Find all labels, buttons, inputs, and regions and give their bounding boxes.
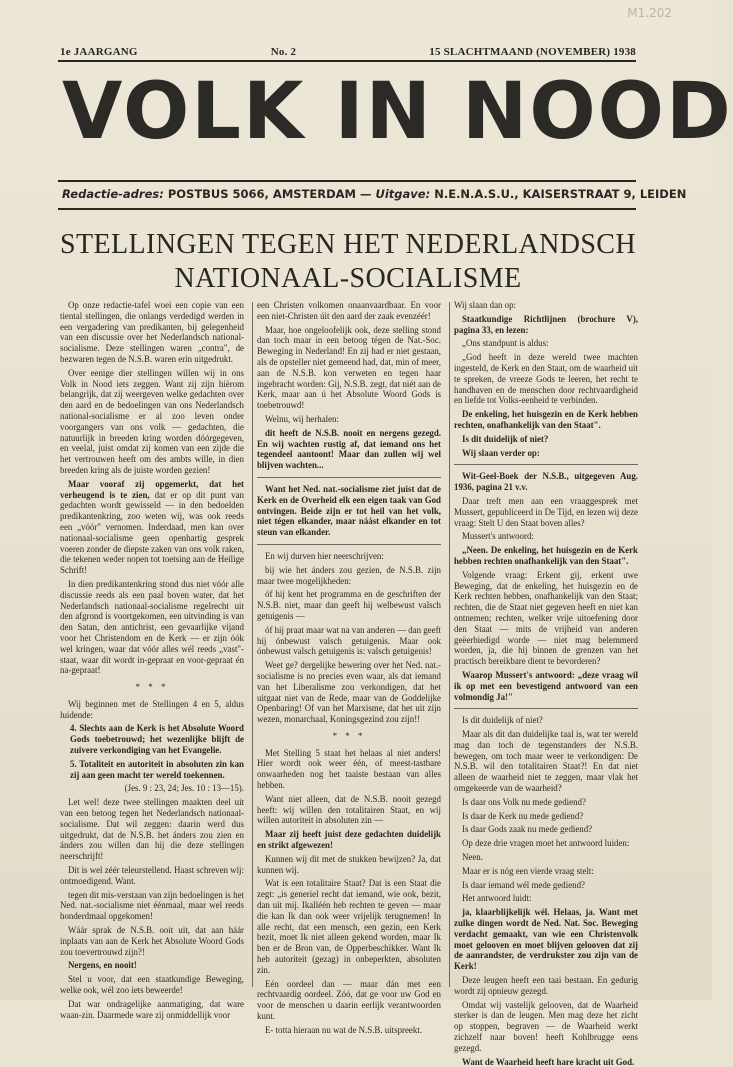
- paragraph: Is dit duidelijk of niet?: [462, 433, 549, 444]
- paragraph: Wij slaan dan op:: [454, 300, 516, 310]
- paragraph: Let wel! deze twee stellingen maakten deel uit van een betoog tegen het Nederlandsch nationaal-socialisme. Dat wil zeggen: daarin werd dus uitgedrukt, dat de N.S.B. het ánders zou zien en ánders zou willen dan hij die deze stellingen neerschrijft!: [60, 797, 244, 862]
- paragraph: bij wie het ánders zou gezien, de N.S.B. zijn maar twee mogelijkheden:: [257, 564, 441, 586]
- paragraph: tegen dit mis-verstaan van zijn bedoelingen is het Ned. nat.-socialisme niet éénmaal, maar wel reeds honderdmaal opgekomen!: [60, 889, 244, 922]
- paragraph: Want niet alleen, dat de N.S.B. nooit gezegd heeft: wij willen den totalitairen Staat, en wij willen autoriteit in absoluten zin —: [257, 793, 441, 826]
- paragraph: Maar er is nóg een vierde vraag stelt:: [462, 865, 594, 876]
- paragraph: Deze leugen heeft een taai bestaan. En gedurig wordt zij opnieuw gezegd.: [454, 975, 638, 996]
- headline-line-2: NATIONAAL-SOCIALISME: [174, 263, 522, 294]
- paragraph: Nergens, en nooit!: [68, 960, 137, 971]
- column-3: [454, 300, 638, 1067]
- paragraph: Wat is een totalitaire Staat? Dat is een Staat die zegt: „is generiel recht dat iemand, wie ook, bezit, dan uit mij. Ikalléén heb rechten te geven — maar die kan Ik dan ook weer vrijelijk terugnemen! In alle recht, dat een mensch, een gezin, een Kerk bezit, moet Ik niet alleen gekend worden, maar Ik ben er de Bron van, de Opperbeschikker. Want Ik heb autoriteit (gezag) in onbeperkten, absoluten zin.: [257, 878, 441, 975]
- paragraph: Wij slaan verder op:: [462, 447, 540, 458]
- masthead-meta: [60, 46, 636, 58]
- divider: [454, 464, 638, 465]
- paragraph: Staatkundige Richtlijnen (brochure V), pagina 33, en lezen:: [454, 313, 638, 335]
- paragraph: Dat war ondragelijke aanmatiging, dat ware waan-zin. Daarmede ware zij onmiddellijk voor: [60, 998, 244, 1020]
- title-bottom-rule: [58, 180, 636, 182]
- paragraph: Wit-Geel-Boek der N.S.B., uitgegeven Aug. 1936, pagina 21 v.v.: [454, 471, 638, 493]
- section-break: * * *: [332, 730, 366, 741]
- editorial-address: POSTBUS 5066, AMSTERDAM —: [167, 187, 372, 201]
- paragraph: Op deze drie vragen moet het antwoord luiden:: [462, 838, 630, 849]
- paragraph: een Christen volkomen onaanvaardbaar. En voor een niet-Christen úit den aard der zaak evenzéér!: [257, 300, 441, 321]
- paragraph: Is daar de Kerk nu mede gediend?: [462, 810, 584, 821]
- paragraph: Eén oordeel dan — maar dán met een rechtvaardig oordeel. Zóó, dat ge voor uw God en voor de menschen u daarin eerlijk verantwoorden kunt.: [257, 978, 441, 1022]
- paragraph: Mussert's antwoord:: [462, 531, 534, 542]
- emphasis: dat het verheugend is te zien,: [60, 478, 244, 500]
- paragraph: [60, 479, 244, 576]
- emphasis: Maar vooraf zij opgemerkt,: [68, 478, 199, 489]
- paragraph: Is daar ons Volk nu mede gediend?: [462, 796, 586, 807]
- paragraph: Is daar Gods zaak nu mede gediend?: [462, 824, 593, 835]
- paragraph: Wij beginnen met de Stellingen 4 en 5, aldus luidende:: [60, 698, 244, 720]
- publisher-label: Uitgave:: [375, 187, 431, 201]
- paragraph: Want de Waarheid heeft hare kracht uit God.: [462, 1056, 635, 1067]
- headline-line-1: STELLINGEN TEGEN HET NEDERLANDSCH: [60, 229, 637, 260]
- paragraph: Daar treft men aan een vraaggesprek met Mussert, gepubliceerd in De Tijd, en lezen wij deze vraag: Stelt U den Staat boven alles?: [454, 495, 638, 528]
- paragraph: E- totta hieraan nu wat de N.S.B. uitspreekt.: [265, 1024, 422, 1035]
- paragraph: Volgende vraag: Erkent gij, erkent uwe Beweging, dat de enkeling, het huisgezin en de Kerk rechten hebben, onafhankelijk van den Staat; rechten, die de Staat niet gegeven heeft en niet kan ontnemen; rechten, welker vrije uitoefening door den Staat — mits de vrijheid van anderen geëerbiedigd worde — niet mag belemmerd worden, ja, die hij binnen de grenzen van het practisch bereikbare dient te bevorderen?: [454, 569, 638, 667]
- pencil-archive-note: M1.202: [627, 6, 672, 20]
- paragraph: Omdat wij vastelijk gelooven, dat de Waarheid sterker is dan de leugen. Men mag deze het zicht op stoppen, begraven — de Waarheid werkt zichzelf naar boven! heeft Kohlbrugge eens gezegd.: [454, 999, 638, 1053]
- newspaper-title: VOLK IN NOOD: [62, 67, 733, 157]
- paragraph: Dit is wel zéér teleurstellend. Haast schreven wij: ontmoedigend. Want.: [60, 865, 244, 886]
- paragraph: „Neen. De enkeling, het huisgezin en de Kerk hebben rechten onafhankelijk van den Staat".: [454, 545, 638, 566]
- paragraph: Want het Ned. nat.-socialisme ziet juist dat de Kerk en de Overheid elk een eigen taak van God ontvingen. Beide zijn er tot heil van het volk, niet tégen elkander, maar náást elkander en tot steun van elkander.: [257, 483, 441, 538]
- paragraph: Stel u voor, dat een staatkundige Beweging, welke ook, wél zoo iets beweerde!: [60, 974, 244, 996]
- paragraph: óf hij kent het programma en de geschriften der N.S.B. niet, maar dan geeft hij welbewust valsch getuigenis —: [257, 589, 441, 621]
- article-headline: [60, 228, 636, 296]
- divider: [454, 708, 638, 709]
- paragraph: Waarop Mussert's antwoord: „deze vraag wil ik op met een bevestigend antwoord van een volmondig Ja!": [454, 669, 638, 702]
- paragraph: Is dit duidelijk of niet?: [462, 715, 543, 726]
- thesis-4: 4. Slechts aan de Kerk is het Absolute Woord Gods toebetrouwd; het wezenlijke blijft de zuivere verkondiging van het Evangelie.: [70, 723, 244, 756]
- volume: 1e JAARGANG: [60, 46, 138, 58]
- paragraph: Over eenige dier stellingen willen wij in ons Volk in Nood iets zeggen. Want zij zijn hiërom belangrijk, dat zij weergeven welke gedachten over den aard en de bedoelingen van ons Nederlandsch national-socialisme er al zoo leven onder voorgangers van ons volk — gedachten, die natuurlijk in breeden kring worden dóórgegeven, en veelal, juist omdat zij komen van een zijde die het vertrouwen heeft om des ambts wille, in dien breeden kring als de juiste worden gezien!: [60, 367, 244, 475]
- address-bottom-rule: [58, 208, 636, 210]
- paragraph: De enkeling, het huisgezin en de Kerk hebben rechten, onafhankelijk van den Staat".: [454, 409, 638, 430]
- paragraph: Neen.: [462, 852, 483, 863]
- thesis-5: 5. Totaliteit en autoriteit in absoluten zin kan zij aan geen macht ter wereld toekennen.: [70, 758, 244, 780]
- text: dat er op dit punt van gedachten wordt gewisseld — in den bedoelden predikantenkring, zoo weten wij, was ook reeds een „vóór" vernomen. Inderdaad, men kan over nationaal-socialisme geen openhartig gesprek voeren zonder de diepste zaken van ons volk raken, die tekenen weder nopen tot toetsing aan de Heilige Schrift!: [60, 489, 244, 576]
- paragraph: Is daar iemand wél mede gediend?: [462, 879, 585, 890]
- paragraph: Weet ge? dergelijke bewering over het Ned. nat.-socialisme is no precies even waar, als dat iemand van het Liberalisme zou verkondigen, dat het uitgaat niet van de Rede, maar van de Goddelijke Openbaring! Of van het Marxisme, dat het uit zijn wezen, monarchaal, Koningsgezind zou zijn!!: [257, 660, 441, 725]
- paragraph: ja, klaarblijkelijk wél. Helaas, ja. Want met zulke dingen wordt de Ned. Nat. Soc. Beweging verdacht gemaakt, van wie een Christenvolk moet gelooven en moet blijven gelooven dat zij de aanrandster, de verdrukster zou zijn van de Kerk!: [454, 907, 638, 972]
- paragraph: „Ons standpunt is aldus:: [462, 338, 549, 349]
- column-1: [60, 300, 244, 1020]
- issue-number: No. 2: [270, 46, 297, 58]
- paragraph: Maar, hoe ongeloofelijk ook, deze stelling stond dan toch maar in een betoog tégen de Nat.-Soc. Beweging in Nederland! En zij had er niet gestaan, als de opsteller niet gemeend had, dat, min of meer, aan de N.S.B. kon verweten en tegen haar ingebracht worden: Gij, N.S.B. zegt, dat niét aan de Kerk, maar aan ú het Absolute Woord Gods is toebetrouwd!: [257, 324, 441, 411]
- section-break: * * *: [135, 682, 169, 693]
- article-body: [60, 300, 638, 1067]
- scripture-reference: (Jes. 9 : 23, 24; Jes. 10 : 13—15).: [124, 783, 244, 794]
- address-line: [62, 187, 687, 201]
- publisher-address: N.E.N.A.S.U., KAISERSTRAAT 9, LEIDEN: [434, 187, 687, 201]
- issue-date: 15 SLACHTMAAND (NOVEMBER) 1938: [429, 46, 636, 58]
- paragraph: Kunnen wij dit met de stukken bewijzen? Ja, dat kunnen wij.: [257, 853, 441, 875]
- paragraph: Maar zij heeft juist deze gedachten duidelijk en strikt afgewezen!: [257, 829, 441, 851]
- column-2: [257, 300, 441, 1035]
- paragraph: En wij durven hier neerschrijven:: [265, 550, 384, 561]
- paragraph: Welnu, wij herhalen:: [265, 413, 339, 424]
- editorial-label: Redactie-adres:: [62, 187, 164, 201]
- divider: [257, 544, 441, 545]
- divider: [257, 477, 441, 478]
- paragraph: óf hij praat maar wat na van anderen — dan geeft hij ónbewust valsch getuigenis. Maar ook ónbewust valsch getuigenis is: valsch getuigenis!: [257, 624, 441, 657]
- paragraph: Maar als dit dan duidelijke taal is, wat ter wereld mag dan toch de tegenstanders der N.S.B. bewegen, om toch maar weer te verkondigen: De N.S.B. wil den totalitairen Staat?! En dat niet alleen de waarheid niet te zeggen, maar vlak het omgekeerde van de waarheid?: [454, 729, 638, 794]
- paragraph: Wáár sprak de N.S.B. ooit uit, dat aan háár inplaats van aan de Kerk het Absolute Woord Gods zou toevertrouwd zijn?!: [60, 925, 244, 957]
- paragraph: In dien predikantenkring stond dus niet vóór alle discussie reeds als een paal boven water, dat het Nederlandsch nationaal-socialisme regelrecht uit den afgrond is voortgekomen, een uitvinding is van den Satan, den antichrist, een gevaarlijke vijand voor het Christendom en de Kerk — er zijn óók wel kringen, waar dat vóór alles wél reeds „vast"-staat, waar dit wordt in-gepraat en voor-gepraat én na-gepraat!: [60, 578, 244, 676]
- paragraph: „God heeft in deze wereld twee machten ingesteld, de Kerk en den Staat, om de waarheid uit te spreken, de vreeze Gods te leeren, het recht te handhaven en de menschen door rechtvaardigheid en liefde tot Volks-eenheid te verbinden.: [454, 352, 638, 406]
- paragraph: dit heeft de N.S.B. nooit en nergens gezegd. En wij wachten rustig af, dat iemand ons het tegendeel aantoont! Maar dan zullen wij wel blijven wachten...: [257, 427, 441, 471]
- paragraph: Op onze redactie-tafel woei een copie van een tiental stellingen, die onlangs verdedigd werden in een vergadering van predikanten, bij gelegenheid van een discussie over het Nederlandsch national-socialisme. Deze stellingen waren „contra", de bezwaren tegen de N.S.B. waren erin uitgedrukt.: [60, 300, 244, 364]
- paragraph: Met Stelling 5 staat het helaas al niet anders! Hier wordt ook weer één, of meest-tastbare onwaarheden nog het taaiste bestaan van alles hebben.: [257, 747, 441, 791]
- paragraph: Het antwoord luidt:: [462, 893, 532, 904]
